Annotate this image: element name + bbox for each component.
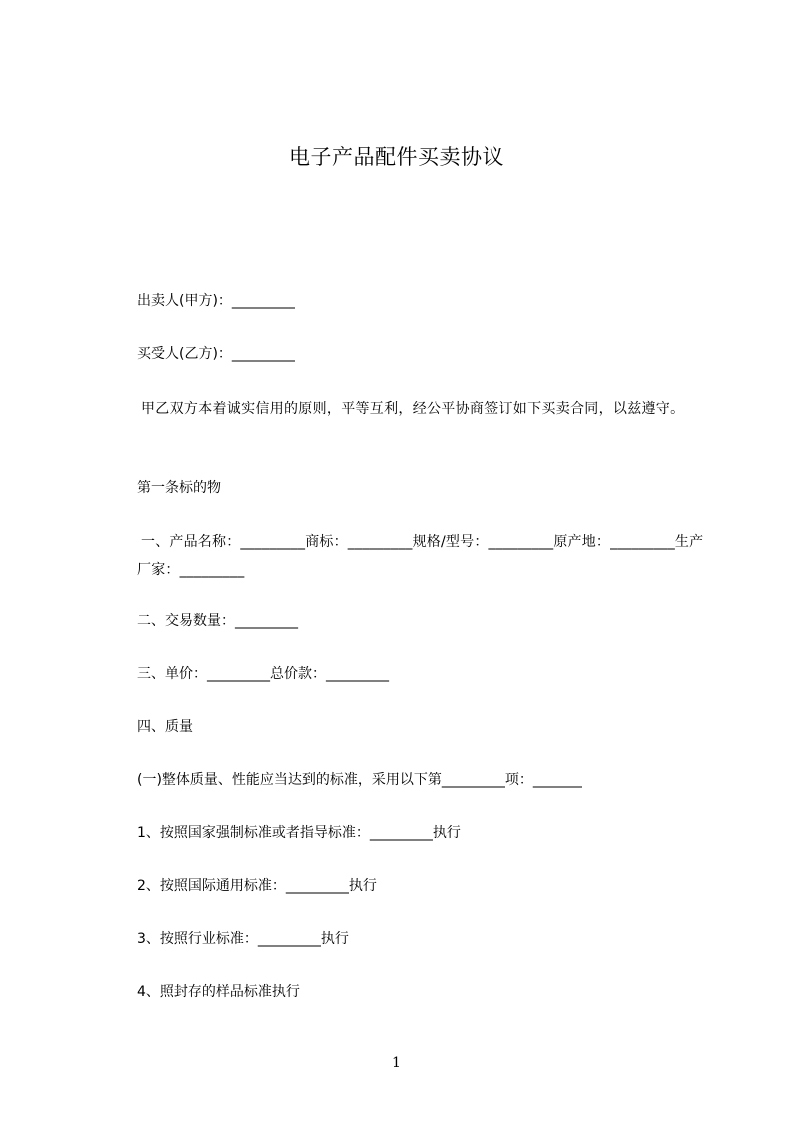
item-1-product-details: 一、产品名称：_________商标：_________规格/型号：_________原产地：_________生产厂家：_________ [137,534,704,578]
standard-option-3: 3、按照行业标准：_________执行 [137,931,349,947]
item-3-price: 三、单价：_________总价款：_________ [137,666,389,682]
standard-option-4: 4、照封存的样品标准执行 [137,984,300,1000]
quality-clause-1: (一)整体质量、性能应当达到的标准，采用以下第_________项：_______ [137,772,582,788]
item-4-quality-heading: 四、质量 [137,719,193,735]
page-number: 1 [392,1055,401,1071]
standard-option-2: 2、按照国际通用标准：_________执行 [137,878,377,894]
intro-paragraph: 甲乙双方本着诚实信用的原则，平等互利，经公平协商签订如下买卖合同，以兹遵守。 [141,401,685,417]
article-1-heading: 第一条标的物 [137,480,221,496]
buyer-line: 买受人(乙方)：_________ [137,346,295,362]
standard-option-1: 1、按照国家强制标准或者指导标准：_________执行 [137,825,461,841]
item-2-quantity: 二、交易数量：_________ [137,613,298,629]
document-title: 电子产品配件买卖协议 [289,145,504,169]
seller-line: 出卖人(甲方)：_________ [137,293,295,309]
